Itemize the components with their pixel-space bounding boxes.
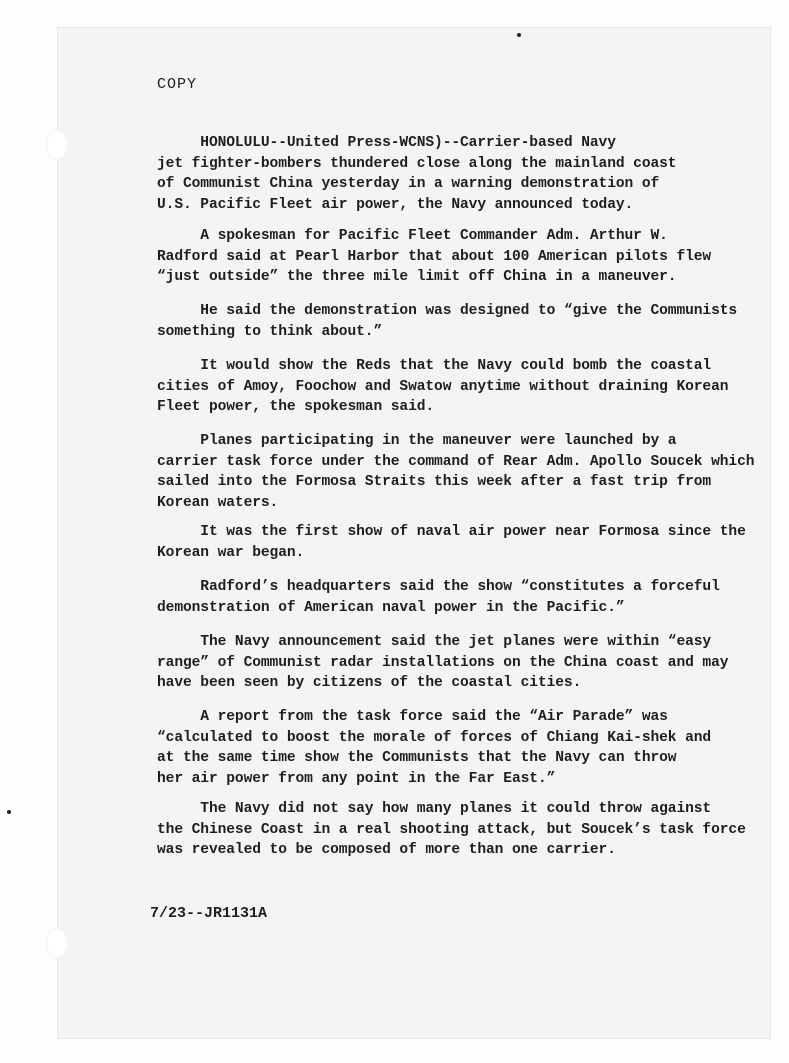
paragraph-4: It would show the Reds that the Navy could bomb the coastal cities of Amoy, Foochow and Swatow anytime without draining Korean Fleet power, the spokesman said.	[157, 358, 729, 415]
punch-hole	[46, 928, 68, 958]
paragraph-2: A spokesman for Pacific Fleet Commander Adm. Arthur W. Radford said at Pearl Harbor that about 100 American pilots flew “just outside” the three mile limit off China in a maneuver.	[157, 228, 712, 285]
paragraph-9: A report from the task force said the “Air Parade” was “calculated to boost the morale of forces of Chiang Kai-shek and at the same time show the Communists that the Navy can throw her air power from any point in the Far East.”	[157, 709, 712, 787]
paragraph-1: HONOLULU--United Press-WCNS)--Carrier-based Navy jet fighter-bombers thundered close along the mainland coast of Communist China yesterday in a warning demonstration of U.S. Pacific Fleet air power, the Navy announced today.	[157, 135, 677, 213]
paragraph-3: He said the demonstration was designed to “give the Communists something to think about.”	[157, 303, 738, 340]
ink-speck	[7, 810, 11, 814]
paragraph-5: Planes participating in the maneuver were launched by a carrier task force under the command of Rear Adm. Apollo Soucek which sailed into the Formosa Straits this week after a fast trip from Korean waters.	[157, 433, 755, 511]
reference-code: 7/23--JR1131A	[150, 905, 268, 922]
copy-label: COPY	[157, 76, 198, 93]
paragraph-10: The Navy did not say how many planes it could throw against the Chinese Coast in a real shooting attack, but Soucek’s task force was revealed to be composed of more than one carrier.	[157, 801, 746, 858]
punch-hole	[46, 130, 68, 160]
paragraph-6: It was the first show of naval air power near Formosa since the Korean war began.	[157, 524, 746, 561]
paragraph-8: The Navy announcement said the jet planes were within “easy range” of Communist radar installations on the China coast and may have been seen by citizens of the coastal cities.	[157, 634, 729, 691]
ink-speck	[517, 33, 521, 37]
paragraph-7: Radford’s headquarters said the show “constitutes a forceful demonstration of American naval power in the Pacific.”	[157, 579, 720, 616]
